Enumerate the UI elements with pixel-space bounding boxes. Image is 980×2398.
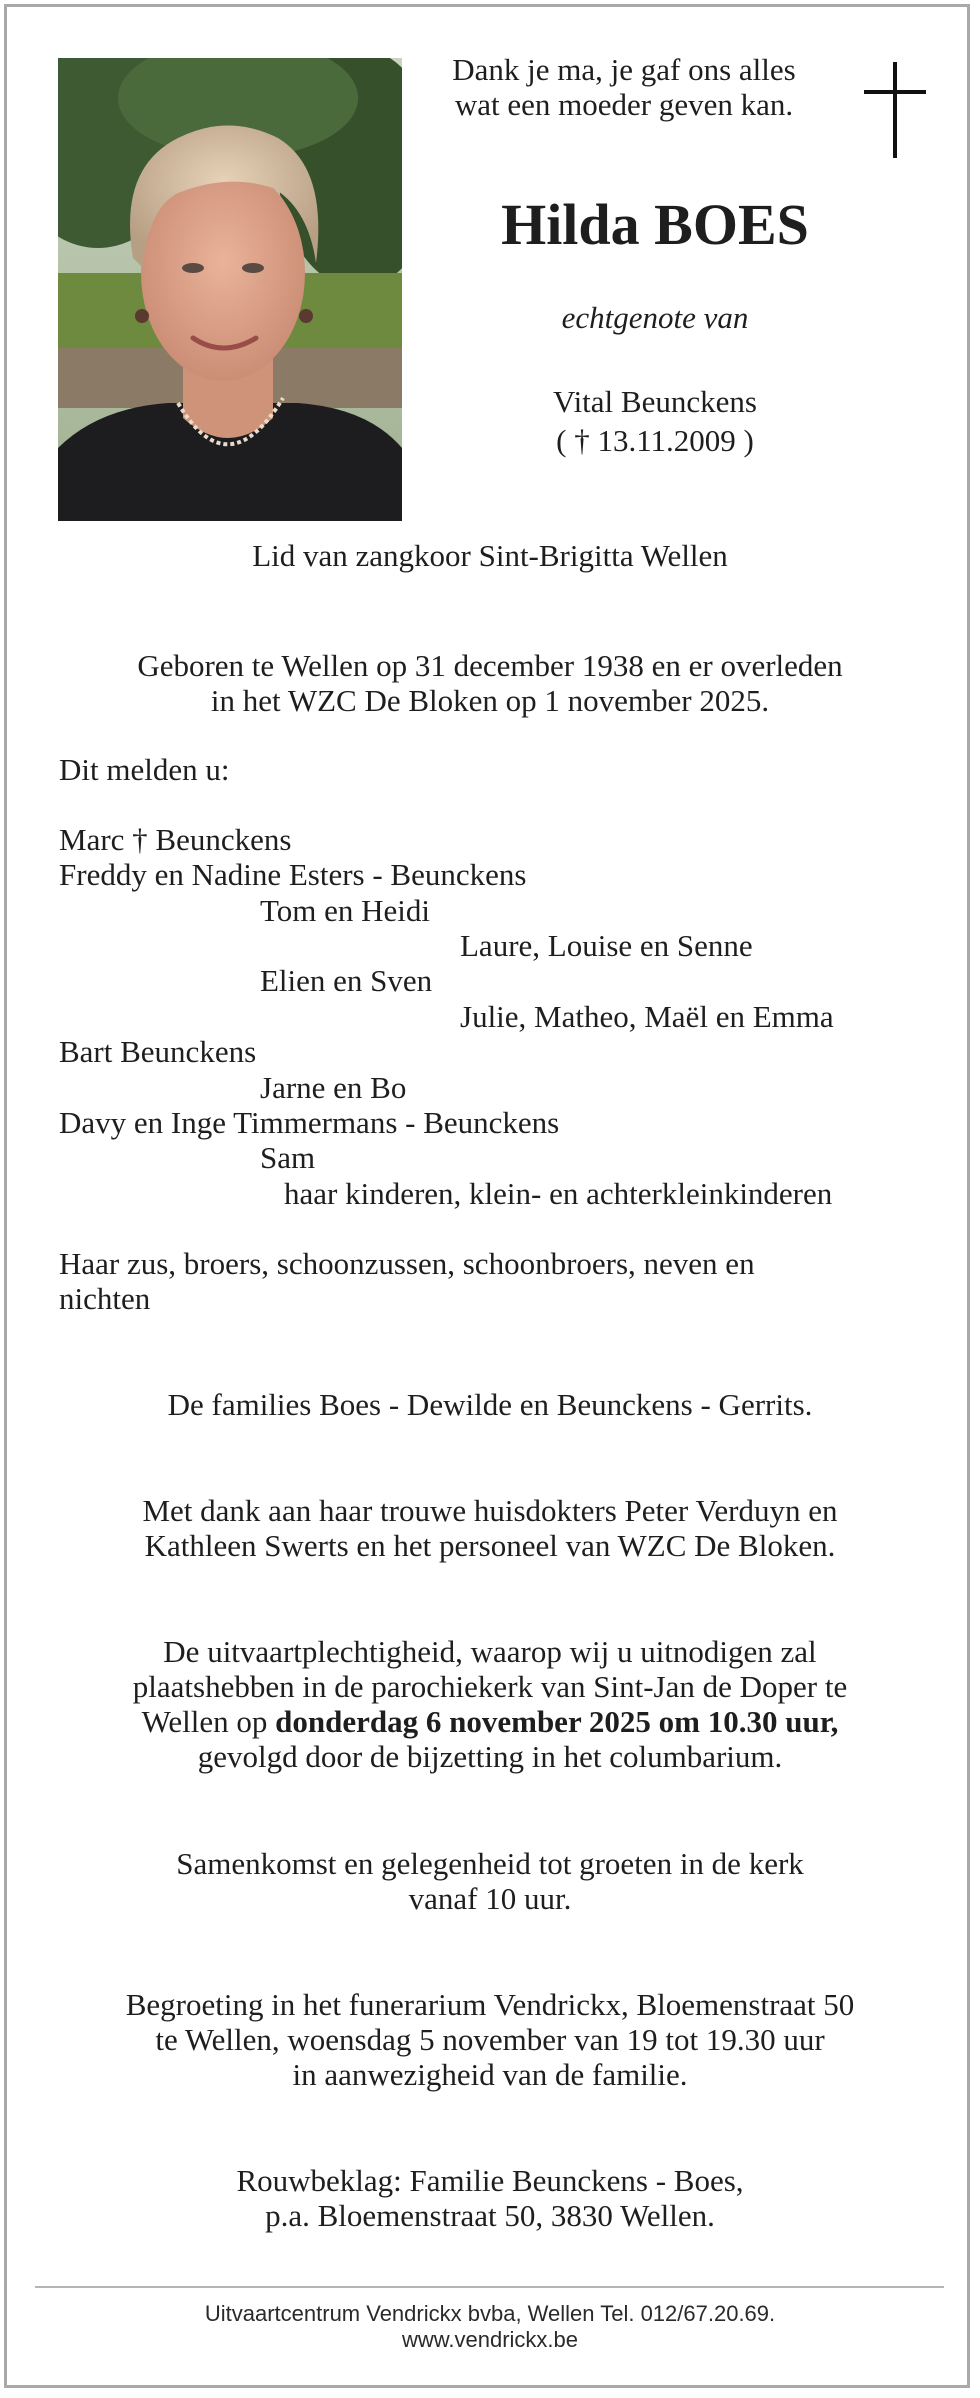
greeting-info (40, 1987, 940, 2092)
family-member: Elien en Sven (260, 963, 433, 998)
membership: Lid van zangkoor Sint-Brigitta Wellen (252, 538, 728, 573)
family-member: Marc † Beunckens (59, 822, 292, 857)
birth-death-info (40, 648, 940, 718)
portrait-photo (58, 58, 402, 521)
motto-line-1: Dank je ma, je gaf ons alles (452, 52, 796, 87)
greeting-line-1: Begroeting in het funerarium Vendrickx, Bloemenstraat 50 (125, 1987, 855, 2022)
funeral-line-3-pre: Wellen op (141, 1704, 276, 1739)
family-member: Freddy en Nadine Esters - Beunckens (59, 857, 527, 892)
funeral-line-4: gevolgd door de bijzetting in het columbarium. (197, 1739, 783, 1774)
condolence-info (40, 2163, 940, 2233)
motto-line-2: wat een moeder geven kan. (454, 87, 794, 122)
siblings-line-1: Haar zus, broers, schoonzussen, schoonbroers, neven en (59, 1246, 755, 1281)
deceased-name: Hilda BOES (501, 192, 809, 257)
family-member: Davy en Inge Timmermans - Beunckens (59, 1105, 560, 1140)
siblings (59, 1246, 755, 1316)
gathering-info (40, 1846, 940, 1916)
family-member: Tom en Heidi (260, 893, 431, 928)
spouse-death-date: ( † 13.11.2009 ) (556, 423, 754, 458)
funeral-line-3 (40, 1704, 940, 1739)
thanks-line-2: Kathleen Swerts en het personeel van WZC De Bloken. (144, 1528, 836, 1563)
birth-line-2: in het WZC De Bloken op 1 november 2025. (210, 683, 770, 718)
gathering-line-2: vanaf 10 uur. (408, 1881, 572, 1916)
footer-website[interactable]: www.vendrickx.be (401, 2327, 579, 2352)
birth-line-1: Geboren te Wellen op 31 december 1938 en er overleden (137, 648, 843, 683)
family-member: Bart Beunckens (59, 1034, 257, 1069)
siblings-line-2: nichten (59, 1281, 151, 1316)
condolence-line-2: p.a. Bloemenstraat 50, 3830 Wellen. (265, 2198, 715, 2233)
family-member: Laure, Louise en Senne (460, 928, 753, 963)
funeral-info (40, 1634, 940, 1774)
announce-label: Dit melden u: (59, 752, 230, 787)
footer-divider (35, 2286, 944, 2288)
motto (424, 52, 824, 122)
thanks-line-1: Met dank aan haar trouwe huisdokters Peter Verduyn en (142, 1493, 838, 1528)
family-member: Jarne en Bo (260, 1070, 407, 1105)
funeral-line-1: De uitvaartplechtigheid, waarop wij u uitnodigen zal (163, 1634, 817, 1669)
family-member: Sam (260, 1140, 316, 1175)
greeting-line-2: te Wellen, woensdag 5 november van 19 tot 19.30 uur (155, 2022, 825, 2057)
greeting-line-3: in aanwezigheid van de familie. (292, 2057, 688, 2092)
funeral-date-time: donderdag 6 november 2025 om 10.30 uur, (275, 1704, 839, 1739)
condolence-line-1: Rouwbeklag: Familie Beunckens - Boes, (236, 2163, 744, 2198)
gathering-line-1: Samenkomst en gelegenheid tot groeten in de kerk (176, 1846, 804, 1881)
thanks (40, 1493, 940, 1563)
family-summary: haar kinderen, klein- en achterkleinkinderen (284, 1176, 833, 1211)
families: De families Boes - Dewilde en Beunckens - Gerrits. (167, 1387, 813, 1422)
cross-icon (864, 62, 926, 158)
family-member: Julie, Matheo, Maël en Emma (460, 999, 834, 1034)
footer-company: Uitvaartcentrum Vendrickx bvba, Wellen Tel. 012/67.20.69. (204, 2301, 776, 2326)
spouse-name: Vital Beunckens (553, 384, 757, 419)
funeral-line-2: plaatshebben in de parochiekerk van Sint-Jan de Doper te (132, 1669, 848, 1704)
relation-label: echtgenote van (561, 300, 749, 335)
